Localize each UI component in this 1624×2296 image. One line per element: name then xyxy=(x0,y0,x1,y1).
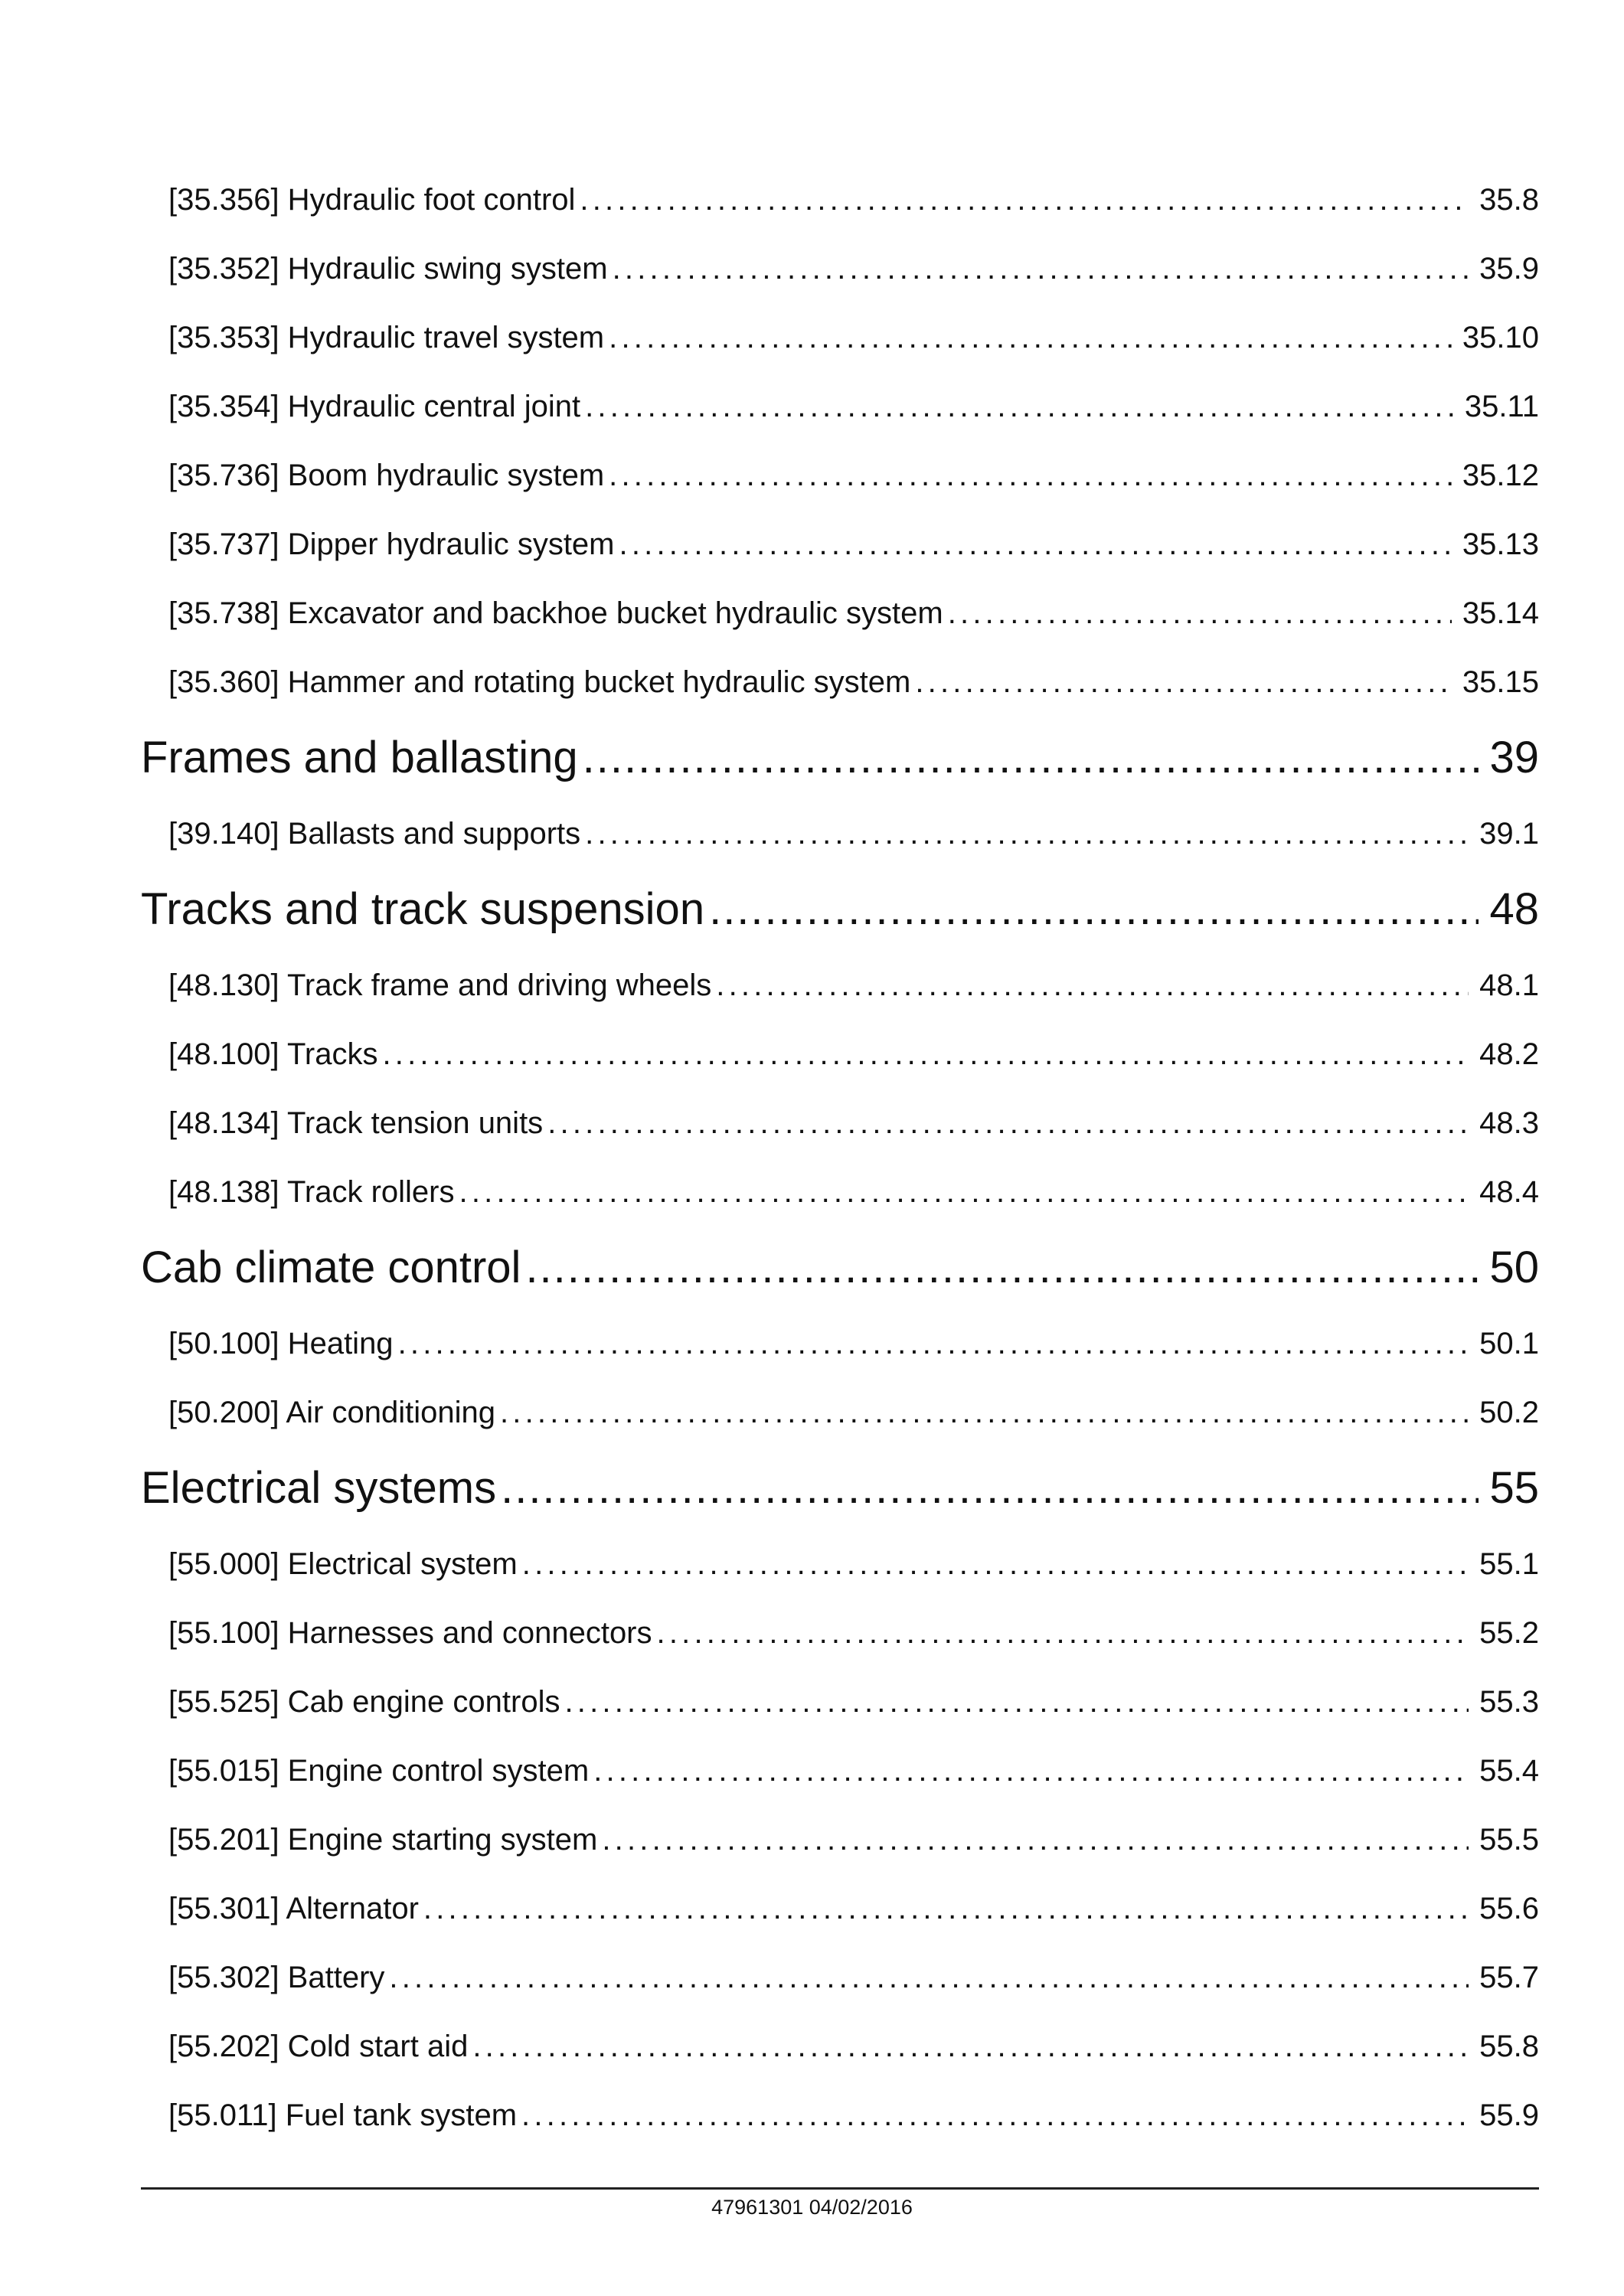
dot-leader xyxy=(472,2012,1469,2081)
toc-entry[interactable] xyxy=(141,2081,1539,2150)
toc-entry-title: [35.737] Dipper hydraulic system xyxy=(168,527,615,561)
toc-entry[interactable] xyxy=(141,2012,1539,2081)
toc-entry[interactable] xyxy=(141,1667,1539,1736)
toc-entry-title: [55.015] Engine control system xyxy=(168,1754,590,1788)
toc-entry[interactable] xyxy=(141,1874,1539,1943)
toc-entry-title: [35.736] Boom hydraulic system xyxy=(168,459,605,492)
toc-entry-page: 50.1 xyxy=(1479,1327,1539,1360)
toc-entry-page: 48.3 xyxy=(1479,1106,1539,1140)
dot-leader xyxy=(619,510,1452,579)
footer-document-number: 47961301 04/02/2016 xyxy=(711,2196,913,2219)
toc-section-title: Frames and ballasting xyxy=(141,733,578,782)
toc-section-page: 39 xyxy=(1489,733,1539,782)
dot-leader xyxy=(389,1943,1469,2012)
toc-entry[interactable] xyxy=(141,1020,1539,1089)
dot-leader xyxy=(521,2081,1469,2150)
dot-leader xyxy=(583,717,1479,799)
toc-entry-title: [48.134] Track tension units xyxy=(168,1106,544,1140)
dot-leader xyxy=(613,234,1469,303)
toc-entry-title: [48.100] Tracks xyxy=(168,1037,378,1071)
dot-leader xyxy=(423,1874,1469,1943)
toc-section[interactable] xyxy=(141,868,1539,951)
toc-entry-page: 55.9 xyxy=(1479,2098,1539,2132)
dot-leader xyxy=(593,1736,1469,1805)
toc-entry-page: 55.7 xyxy=(1479,1961,1539,1994)
dot-leader xyxy=(564,1667,1469,1736)
toc-entry[interactable] xyxy=(141,303,1539,372)
dot-leader xyxy=(580,165,1469,234)
dot-leader xyxy=(709,868,1479,951)
toc-section[interactable] xyxy=(141,717,1539,799)
toc-entry-title: [35.353] Hydraulic travel system xyxy=(168,321,605,354)
toc-entry[interactable] xyxy=(141,1736,1539,1805)
toc-entry[interactable] xyxy=(141,799,1539,868)
dot-leader xyxy=(547,1089,1469,1158)
toc-entry-page: 55.6 xyxy=(1479,1892,1539,1925)
toc-entry-title: [55.302] Battery xyxy=(168,1961,385,1994)
toc-entry-title: [35.738] Excavator and backhoe bucket hydraulic system xyxy=(168,596,943,630)
toc-entry[interactable] xyxy=(141,510,1539,579)
toc-entry[interactable] xyxy=(141,441,1539,510)
toc-entry[interactable] xyxy=(141,1158,1539,1226)
toc-entry[interactable] xyxy=(141,579,1539,648)
dot-leader xyxy=(525,1226,1479,1309)
toc-section-title: Tracks and track suspension xyxy=(141,884,705,934)
toc-entry-page: 55.1 xyxy=(1479,1547,1539,1581)
dot-leader xyxy=(657,1599,1469,1667)
toc-entry-page: 48.4 xyxy=(1479,1175,1539,1209)
dot-leader xyxy=(585,372,1454,441)
toc-entry-page: 48.2 xyxy=(1479,1037,1539,1071)
toc-entry-title: [55.301] Alternator xyxy=(168,1892,419,1925)
dot-leader xyxy=(500,1378,1469,1447)
toc-section-page: 50 xyxy=(1489,1243,1539,1292)
toc-entry[interactable] xyxy=(141,165,1539,234)
toc-section[interactable] xyxy=(141,1447,1539,1530)
toc-entry[interactable] xyxy=(141,648,1539,717)
toc-entry-title: [48.130] Track frame and driving wheels xyxy=(168,968,712,1002)
footer-rule xyxy=(141,2187,1539,2190)
toc-section-title: Cab climate control xyxy=(141,1243,521,1292)
toc-entry[interactable] xyxy=(141,1805,1539,1874)
dot-leader xyxy=(522,1530,1469,1599)
toc-entry-page: 55.5 xyxy=(1479,1823,1539,1857)
dot-leader xyxy=(716,951,1469,1020)
toc-entry-title: [35.356] Hydraulic foot control xyxy=(168,183,576,217)
toc-section-title: Electrical systems xyxy=(141,1463,497,1513)
toc-entry-page: 55.3 xyxy=(1479,1685,1539,1719)
toc-entry-title: [55.100] Harnesses and connectors xyxy=(168,1616,652,1650)
toc-entry-page: 35.8 xyxy=(1479,183,1539,217)
toc-entry[interactable] xyxy=(141,1943,1539,2012)
toc-entry-title: [55.000] Electrical system xyxy=(168,1547,518,1581)
toc-entry-title: [55.201] Engine starting system xyxy=(168,1823,598,1857)
dot-leader xyxy=(915,648,1452,717)
dot-leader xyxy=(459,1158,1469,1226)
toc-entry-title: [39.140] Ballasts and supports xyxy=(168,817,581,851)
toc-section[interactable] xyxy=(141,1226,1539,1309)
toc-entry-page: 55.8 xyxy=(1479,2030,1539,2063)
table-of-contents xyxy=(141,165,1539,2150)
toc-entry-page: 35.13 xyxy=(1462,527,1539,561)
toc-entry-page: 35.12 xyxy=(1462,459,1539,492)
toc-entry-page: 50.2 xyxy=(1479,1396,1539,1429)
toc-entry-page: 35.9 xyxy=(1479,252,1539,286)
toc-entry-title: [50.100] Heating xyxy=(168,1327,394,1360)
toc-section-page: 48 xyxy=(1489,884,1539,934)
toc-entry[interactable] xyxy=(141,1089,1539,1158)
toc-entry[interactable] xyxy=(141,1530,1539,1599)
toc-entry-title: [35.352] Hydraulic swing system xyxy=(168,252,608,286)
toc-entry[interactable] xyxy=(141,1378,1539,1447)
toc-entry-page: 35.15 xyxy=(1462,665,1539,699)
dot-leader xyxy=(382,1020,1469,1089)
toc-entry-page: 55.4 xyxy=(1479,1754,1539,1788)
dot-leader xyxy=(609,441,1452,510)
dot-leader xyxy=(585,799,1469,868)
dot-leader xyxy=(398,1309,1469,1378)
toc-entry-page: 35.10 xyxy=(1462,321,1539,354)
toc-entry-title: [55.525] Cab engine controls xyxy=(168,1685,560,1719)
dot-leader xyxy=(609,303,1452,372)
toc-section-page: 55 xyxy=(1489,1463,1539,1513)
toc-entry-title: [35.354] Hydraulic central joint xyxy=(168,390,581,423)
dot-leader xyxy=(501,1447,1479,1530)
toc-entry-page: 55.2 xyxy=(1479,1616,1539,1650)
toc-entry-title: [35.360] Hammer and rotating bucket hydraulic system xyxy=(168,665,911,699)
toc-entry[interactable] xyxy=(141,1309,1539,1378)
dot-leader xyxy=(948,579,1452,648)
toc-entry[interactable] xyxy=(141,951,1539,1020)
toc-entry[interactable] xyxy=(141,1599,1539,1667)
toc-entry-page: 35.11 xyxy=(1464,390,1539,423)
toc-entry-page: 48.1 xyxy=(1479,968,1539,1002)
toc-entry-title: [48.138] Track rollers xyxy=(168,1175,455,1209)
toc-entry[interactable] xyxy=(141,234,1539,303)
toc-entry-page: 35.14 xyxy=(1462,596,1539,630)
toc-entry[interactable] xyxy=(141,372,1539,441)
toc-entry-title: [50.200] Air conditioning xyxy=(168,1396,495,1429)
toc-entry-title: [55.011] Fuel tank system xyxy=(168,2098,518,2132)
toc-entry-title: [55.202] Cold start aid xyxy=(168,2030,469,2063)
dot-leader xyxy=(602,1805,1469,1874)
toc-entry-page: 39.1 xyxy=(1479,817,1539,851)
